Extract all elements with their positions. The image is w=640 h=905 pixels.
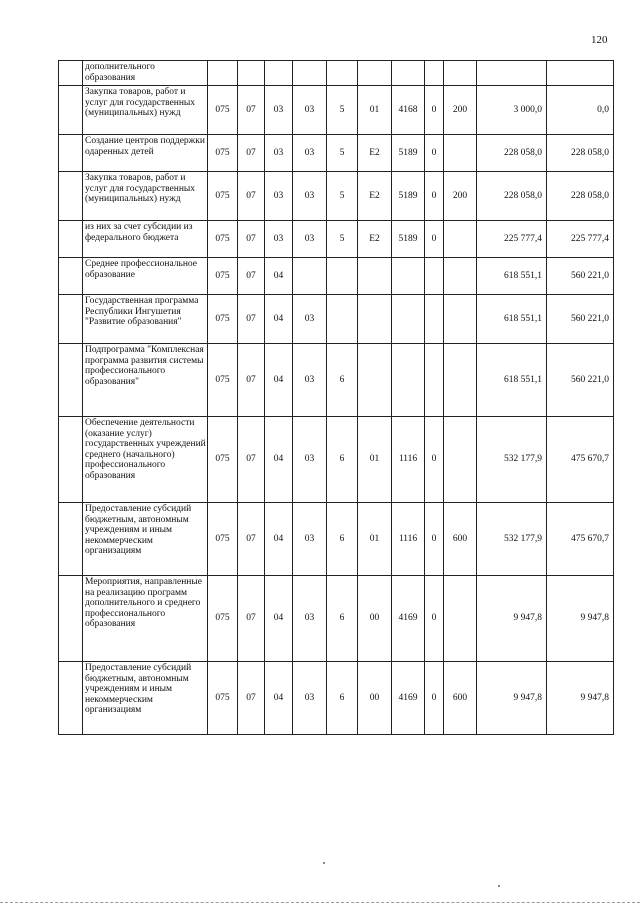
cell-amount-1: 225 777,4 <box>477 221 547 258</box>
cell-subprogram: 6 <box>327 576 358 662</box>
cell-program: 03 <box>293 221 327 258</box>
row-marker-cell <box>59 221 83 258</box>
row-marker-cell <box>59 503 83 576</box>
cell-direction <box>392 344 425 417</box>
cell-subprogram <box>327 295 358 344</box>
cell-program: 03 <box>293 135 327 172</box>
cell-section: 07 <box>238 295 265 344</box>
cell-direction <box>392 61 425 86</box>
row-name-cell: Предоставление субсидий бюджетным, автономным учреждениям и иным некоммерческим организациям <box>83 503 208 576</box>
row-name-cell: Мероприятия, направленные на реализацию программ дополнительного и среднего профессионального образования <box>83 576 208 662</box>
cell-extra: 0 <box>425 221 444 258</box>
cell-ministry: 075 <box>208 417 238 503</box>
cell-expense-type <box>444 258 477 295</box>
row-marker-cell <box>59 135 83 172</box>
cell-extra: 0 <box>425 417 444 503</box>
cell-ministry: 075 <box>208 172 238 221</box>
cell-section: 07 <box>238 417 265 503</box>
cell-program: 03 <box>293 662 327 735</box>
cell-ministry: 075 <box>208 576 238 662</box>
cell-expense-type <box>444 576 477 662</box>
cell-main-event: 01 <box>358 417 392 503</box>
cell-subsection: 03 <box>265 135 293 172</box>
row-marker-cell <box>59 295 83 344</box>
cell-section: 07 <box>238 503 265 576</box>
cell-amount-2: 228 058,0 <box>547 135 614 172</box>
cell-extra: 0 <box>425 662 444 735</box>
cell-program: 03 <box>293 172 327 221</box>
cell-section: 07 <box>238 221 265 258</box>
table-row <box>59 503 614 576</box>
cell-direction: 5189 <box>392 135 425 172</box>
cell-subprogram: 5 <box>327 172 358 221</box>
scan-speck <box>498 885 500 887</box>
cell-expense-type <box>444 295 477 344</box>
cell-extra: 0 <box>425 86 444 135</box>
cell-expense-type <box>444 417 477 503</box>
cell-subsection: 04 <box>265 662 293 735</box>
row-marker-cell <box>59 172 83 221</box>
cell-extra <box>425 258 444 295</box>
cell-expense-type <box>444 135 477 172</box>
cell-program: 03 <box>293 503 327 576</box>
cell-extra: 0 <box>425 135 444 172</box>
table-row <box>59 576 614 662</box>
cell-amount-1: 618 551,1 <box>477 258 547 295</box>
scan-speck <box>323 862 325 864</box>
cell-direction: 1116 <box>392 503 425 576</box>
cell-expense-type: 600 <box>444 662 477 735</box>
cell-direction: 4169 <box>392 576 425 662</box>
cell-program: 03 <box>293 417 327 503</box>
cell-amount-1: 618 551,1 <box>477 295 547 344</box>
cell-extra: 0 <box>425 503 444 576</box>
cell-subsection: 04 <box>265 503 293 576</box>
table-row <box>59 86 614 135</box>
cell-section: 07 <box>238 258 265 295</box>
cell-program: 03 <box>293 295 327 344</box>
table-row <box>59 295 614 344</box>
cell-section: 07 <box>238 576 265 662</box>
row-marker-cell <box>59 86 83 135</box>
footer-rule <box>0 902 640 903</box>
cell-expense-type: 200 <box>444 172 477 221</box>
cell-subsection: 04 <box>265 344 293 417</box>
cell-subprogram <box>327 258 358 295</box>
cell-expense-type <box>444 61 477 86</box>
cell-ministry: 075 <box>208 295 238 344</box>
cell-direction: 5189 <box>392 221 425 258</box>
cell-main-event <box>358 295 392 344</box>
cell-amount-2: 225 777,4 <box>547 221 614 258</box>
row-name-cell: Создание центров поддержки одаренных детей <box>83 135 208 172</box>
cell-amount-1: 532 177,9 <box>477 503 547 576</box>
cell-subsection: 04 <box>265 576 293 662</box>
cell-expense-type <box>444 221 477 258</box>
cell-main-event: 01 <box>358 503 392 576</box>
cell-section: 07 <box>238 662 265 735</box>
cell-extra <box>425 61 444 86</box>
cell-amount-2: 475 670,7 <box>547 417 614 503</box>
cell-expense-type: 600 <box>444 503 477 576</box>
cell-amount-1 <box>477 61 547 86</box>
cell-section: 07 <box>238 344 265 417</box>
cell-amount-2: 475 670,7 <box>547 503 614 576</box>
row-name-cell: Подпрограмма "Комплексная программа развития системы профессионального образования" <box>83 344 208 417</box>
cell-ministry: 075 <box>208 135 238 172</box>
cell-ministry: 075 <box>208 258 238 295</box>
cell-subsection: 03 <box>265 221 293 258</box>
cell-program: 03 <box>293 576 327 662</box>
cell-main-event <box>358 61 392 86</box>
cell-subsection: 03 <box>265 172 293 221</box>
cell-extra: 0 <box>425 172 444 221</box>
cell-ministry <box>208 61 238 86</box>
cell-subprogram: 5 <box>327 135 358 172</box>
cell-main-event: E2 <box>358 221 392 258</box>
cell-subprogram <box>327 61 358 86</box>
cell-program: 03 <box>293 86 327 135</box>
cell-extra <box>425 344 444 417</box>
budget-table-body <box>59 61 614 735</box>
cell-subprogram: 5 <box>327 86 358 135</box>
cell-subprogram: 6 <box>327 344 358 417</box>
row-marker-cell <box>59 344 83 417</box>
cell-expense-type: 200 <box>444 86 477 135</box>
cell-direction: 5189 <box>392 172 425 221</box>
row-name-cell: Обеспечение деятельности (оказание услуг) государственных учреждений среднего (начального) профессионального образования <box>83 417 208 503</box>
cell-ministry: 075 <box>208 662 238 735</box>
cell-direction <box>392 258 425 295</box>
row-marker-cell <box>59 417 83 503</box>
cell-amount-1: 9 947,8 <box>477 662 547 735</box>
cell-direction: 1116 <box>392 417 425 503</box>
row-name-cell: Предоставление субсидий бюджетным, автономным учреждениям и иным некоммерческим организациям <box>83 662 208 735</box>
cell-section: 07 <box>238 135 265 172</box>
cell-subprogram: 6 <box>327 417 358 503</box>
cell-direction: 4168 <box>392 86 425 135</box>
cell-subsection <box>265 61 293 86</box>
cell-direction <box>392 295 425 344</box>
cell-amount-1: 532 177,9 <box>477 417 547 503</box>
row-marker-cell <box>59 576 83 662</box>
cell-subsection: 04 <box>265 417 293 503</box>
table-row <box>59 172 614 221</box>
row-name-cell: Государственная программа Республики Ингушетия "Развитие образования" <box>83 295 208 344</box>
row-marker-cell <box>59 662 83 735</box>
row-name-cell: из них за счет субсидии из федерального бюджета <box>83 221 208 258</box>
table-row <box>59 344 614 417</box>
cell-main-event: 00 <box>358 576 392 662</box>
cell-program <box>293 258 327 295</box>
cell-extra: 0 <box>425 576 444 662</box>
cell-amount-2: 0,0 <box>547 86 614 135</box>
cell-ministry: 075 <box>208 503 238 576</box>
row-marker-cell <box>59 258 83 295</box>
cell-subprogram: 6 <box>327 503 358 576</box>
cell-main-event <box>358 258 392 295</box>
cell-program: 03 <box>293 344 327 417</box>
cell-program <box>293 61 327 86</box>
cell-ministry: 075 <box>208 344 238 417</box>
cell-section <box>238 61 265 86</box>
cell-amount-2 <box>547 61 614 86</box>
cell-subprogram: 5 <box>327 221 358 258</box>
row-name-cell: Среднее профессиональное образование <box>83 258 208 295</box>
cell-amount-1: 228 058,0 <box>477 135 547 172</box>
table-row <box>59 662 614 735</box>
cell-ministry: 075 <box>208 221 238 258</box>
cell-amount-2: 9 947,8 <box>547 576 614 662</box>
cell-amount-1: 3 000,0 <box>477 86 547 135</box>
cell-subprogram: 6 <box>327 662 358 735</box>
cell-amount-1: 9 947,8 <box>477 576 547 662</box>
cell-amount-2: 9 947,8 <box>547 662 614 735</box>
cell-amount-2: 228 058,0 <box>547 172 614 221</box>
table-row <box>59 221 614 258</box>
cell-subsection: 04 <box>265 258 293 295</box>
cell-main-event: 01 <box>358 86 392 135</box>
table-row <box>59 61 614 86</box>
cell-expense-type <box>444 344 477 417</box>
cell-subsection: 04 <box>265 295 293 344</box>
cell-direction: 4169 <box>392 662 425 735</box>
page-number: 120 <box>591 34 608 46</box>
cell-amount-2: 560 221,0 <box>547 344 614 417</box>
cell-section: 07 <box>238 172 265 221</box>
cell-extra <box>425 295 444 344</box>
cell-main-event <box>358 344 392 417</box>
cell-ministry: 075 <box>208 86 238 135</box>
table-row <box>59 417 614 503</box>
row-marker-cell <box>59 61 83 86</box>
cell-amount-1: 228 058,0 <box>477 172 547 221</box>
cell-amount-2: 560 221,0 <box>547 295 614 344</box>
table-row <box>59 258 614 295</box>
cell-main-event: 00 <box>358 662 392 735</box>
cell-amount-1: 618 551,1 <box>477 344 547 417</box>
row-name-cell: дополнительного образования <box>83 61 208 86</box>
cell-section: 07 <box>238 86 265 135</box>
row-name-cell: Закупка товаров, работ и услуг для государственных (муниципальных) нужд <box>83 172 208 221</box>
cell-main-event: E2 <box>358 135 392 172</box>
row-name-cell: Закупка товаров, работ и услуг для государственных (муниципальных) нужд <box>83 86 208 135</box>
cell-main-event: E2 <box>358 172 392 221</box>
cell-amount-2: 560 221,0 <box>547 258 614 295</box>
cell-subsection: 03 <box>265 86 293 135</box>
budget-table <box>58 60 614 735</box>
table-row <box>59 135 614 172</box>
